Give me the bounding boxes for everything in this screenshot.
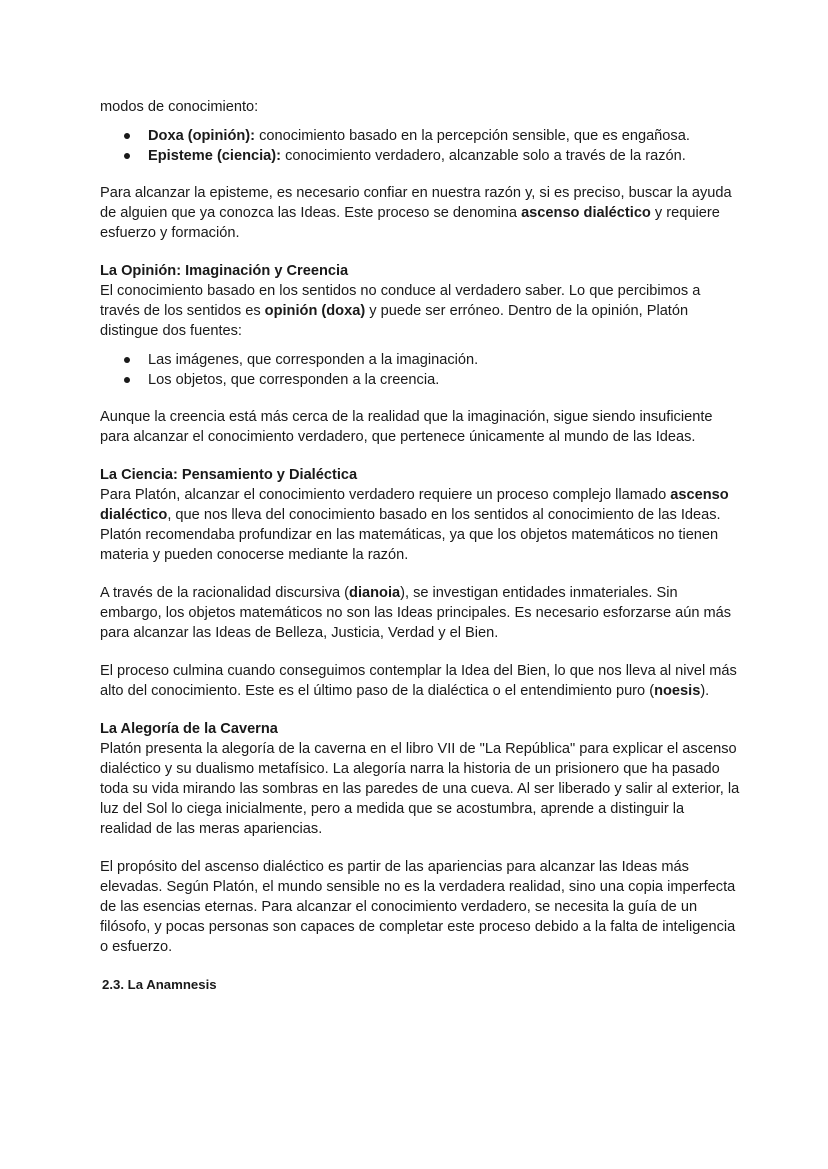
paragraph-ciencia-2: A través de la racionalidad discursiva (dianoia), se investigan entidades inmateriales. Sin embargo, los objetos matemáticos no son las Ideas principales. Es necesario esforzarse aún más para alcanzar las Ideas de Belleza, Justicia, Verdad y el Bien. [100,585,732,641]
paragraph-episteme: Para alcanzar la episteme, es necesario confiar en nuestra razón y, si es preciso, buscar la ayuda de alguien que ya conozca las Ideas. Este proceso se denomina ascenso dialéctico y requiere esfuerzo y formación. [100,185,732,241]
paragraph-caverna-1: Platón presenta la alegoría de la caverna en el libro VII de "La República" para explicar el ascenso dialéctico y su dualismo metafísico. La alegoría narra la historia de un prisionero que ha pasado toda su vida mirando las sombras en las paredes de una cueva. Al ser liberado y salir al exterior, la luz del Sol lo ciega inicialmente, pero a medida que se acostumbra, aprende a distinguir la realidad de las meras apariencias. [100,741,740,837]
paragraph-creencia: Aunque la creencia está más cerca de la realidad que la imaginación, sigue siendo insuficiente para alcanzar el conocimiento verdadero, que pertenece únicamente al mundo de las Ideas. [100,409,713,445]
paragraph-caverna-2: El propósito del ascenso dialéctico es partir de las apariencias para alcanzar las Ideas más elevadas. Según Platón, el mundo sensible no es la verdadera realidad, sino una copia imperfecta de las esencias eternas. Para alcanzar el conocimiento verdadero, se necesita la guía de un filósofo, y pocas personas son capaces de completar este proceso debido a la falta de inteligencia o esfuerzo. [100,859,736,955]
bullet-icon [124,357,130,363]
modes-list [100,126,740,166]
bullet-icon [124,153,130,159]
list-item: Las imágenes, que corresponden a la imaginación. [148,350,740,370]
paragraph-ciencia-1: Para Platón, alcanzar el conocimiento verdadero requiere un proceso complejo llamado ascenso dialéctico, que nos lleva del conocimiento basado en los sentidos al conocimiento de las Ideas. Platón recomendaba profundizar en las matemáticas, ya que los objetos matemáticos no tienen materia y pueden conocerse mediante la razón. [100,487,729,563]
bullet-icon [124,133,130,139]
paragraph-ciencia-3: El proceso culmina cuando conseguimos contemplar la Idea del Bien, lo que nos lleva al nivel más alto del conocimiento. Este es el último paso de la dialéctica o el entendimiento puro (noesis). [100,663,737,699]
document-page [100,97,740,995]
list-item: Doxa (opinión): conocimiento basado en la percepción sensible, que es engañosa. [148,126,740,146]
paragraph-opinion: El conocimiento basado en los sentidos no conduce al verdadero saber. Lo que percibimos a través de los sentidos es opinión (doxa) y puede ser erróneo. Dentro de la opinión, Platón distingue dos fuentes: [100,283,701,339]
list-item: Episteme (ciencia): conocimiento verdadero, alcanzable solo a través de la razón. [148,146,740,166]
bullet-icon [124,377,130,383]
section-heading-anamnesis: 2.3. La Anamnesis [102,977,217,992]
heading-opinion: La Opinión: Imaginación y Creencia [100,263,349,279]
list-item: Los objetos, que corresponden a la creencia. [148,370,740,390]
heading-ciencia: La Ciencia: Pensamiento y Dialéctica [100,467,358,483]
intro-text: modos de conocimiento: [100,99,259,115]
opinion-list [100,350,740,390]
heading-caverna: La Alegoría de la Caverna [100,721,278,737]
